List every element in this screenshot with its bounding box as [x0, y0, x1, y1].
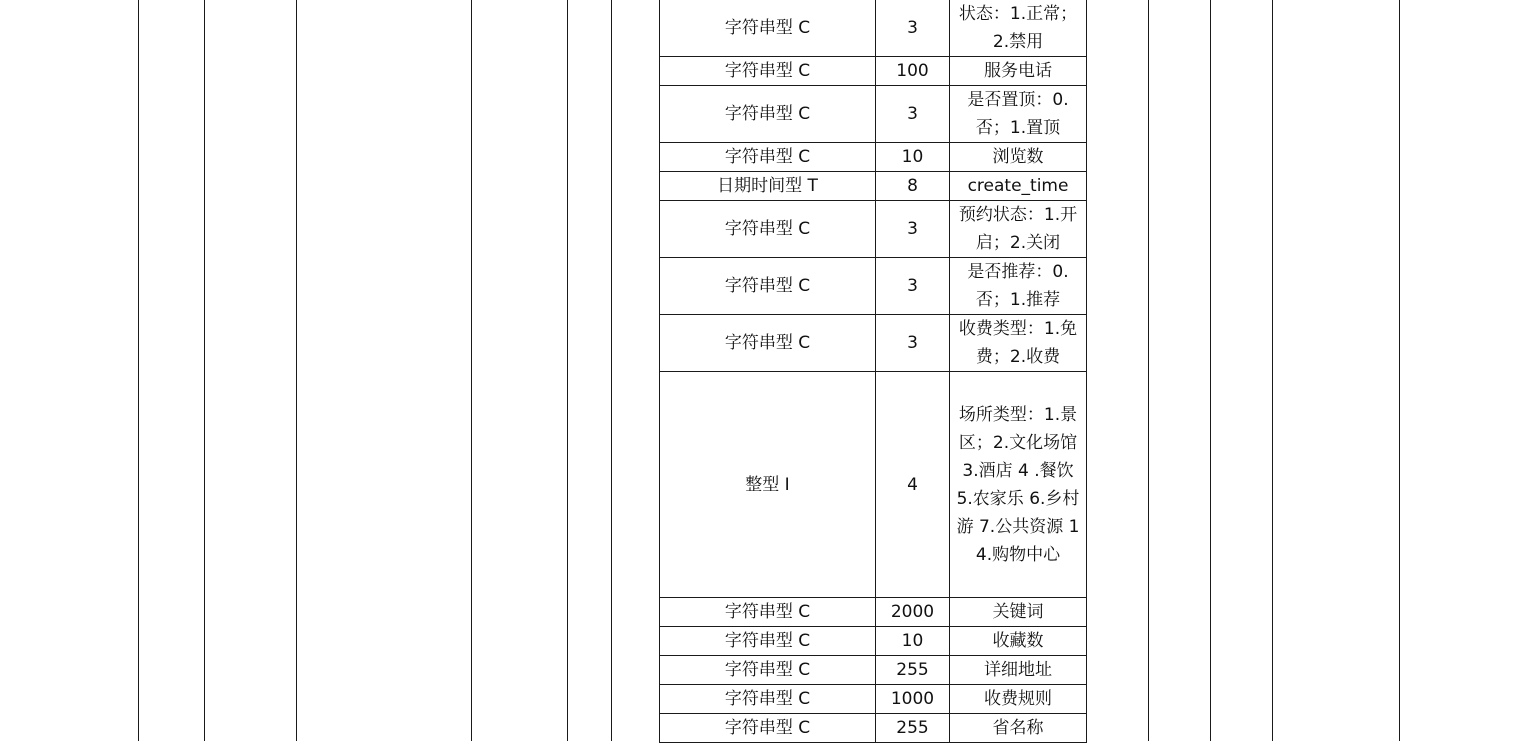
field-type-cell: 字符串型 C	[660, 315, 876, 372]
field-description-text: 收费规则	[984, 689, 1052, 709]
column-border	[296, 0, 297, 741]
field-length-cell: 3	[876, 0, 950, 57]
field-type-cell: 字符串型 C	[660, 656, 876, 685]
field-length-cell: 3	[876, 86, 950, 143]
table-row	[660, 315, 1087, 372]
field-length-cell: 255	[876, 714, 950, 743]
field-description-text: 收费类型：1.免费；2.收费	[958, 319, 1078, 367]
field-length-cell: 3	[876, 315, 950, 372]
field-type-cell: 字符串型 C	[660, 201, 876, 258]
field-description-text: 预约状态：1.开启；2.关闭	[958, 205, 1078, 253]
field-description-text: 是否推荐：0.否；1.推荐	[967, 262, 1069, 310]
column-border	[567, 0, 568, 741]
table-row	[660, 0, 1087, 57]
column-border	[204, 0, 205, 741]
field-type-cell: 字符串型 C	[660, 86, 876, 143]
column-border	[1210, 0, 1211, 741]
field-length-cell: 3	[876, 258, 950, 315]
field-description-text: 状态：1.正常；2.禁用	[958, 4, 1078, 52]
field-definition-table	[659, 0, 1087, 743]
table-row	[660, 656, 1087, 685]
field-description-text: 是否置顶：0.否；1.置顶	[967, 90, 1069, 138]
table-row	[660, 143, 1087, 172]
field-type-cell: 字符串型 C	[660, 57, 876, 86]
table-row	[660, 258, 1087, 315]
field-length-cell: 8	[876, 172, 950, 201]
column-border	[471, 0, 472, 741]
field-length-cell: 3	[876, 201, 950, 258]
field-description-text: 详细地址	[984, 660, 1052, 680]
field-type-cell: 整型 I	[660, 372, 876, 598]
field-type-cell: 字符串型 C	[660, 0, 876, 57]
field-description-text: 省名称	[992, 718, 1044, 738]
field-description-cell	[950, 143, 1087, 172]
field-length-cell: 4	[876, 372, 950, 598]
column-border	[1399, 0, 1400, 741]
field-description-cell	[950, 656, 1087, 685]
field-length-cell: 10	[876, 627, 950, 656]
column-border	[1272, 0, 1273, 741]
field-description-text: create_time	[967, 176, 1069, 196]
field-description-cell	[950, 315, 1087, 372]
field-type-cell: 字符串型 C	[660, 685, 876, 714]
table-row	[660, 172, 1087, 201]
field-type-cell: 字符串型 C	[660, 627, 876, 656]
field-description-cell	[950, 372, 1087, 598]
table-row	[660, 714, 1087, 743]
table-row	[660, 598, 1087, 627]
field-description-text: 关键词	[992, 602, 1044, 622]
column-border	[138, 0, 139, 741]
field-description-cell	[950, 714, 1087, 743]
table-row	[660, 685, 1087, 714]
table-row	[660, 57, 1087, 86]
field-type-cell: 字符串型 C	[660, 598, 876, 627]
table-row	[660, 372, 1087, 598]
field-description-cell	[950, 57, 1087, 86]
field-length-cell: 255	[876, 656, 950, 685]
field-description-cell	[950, 627, 1087, 656]
field-type-cell: 字符串型 C	[660, 714, 876, 743]
field-description-text: 收藏数	[992, 631, 1044, 651]
column-border	[1148, 0, 1149, 741]
field-description-cell	[950, 172, 1087, 201]
field-length-cell: 10	[876, 143, 950, 172]
table-body	[660, 0, 1087, 743]
field-length-cell: 1000	[876, 685, 950, 714]
field-description-cell	[950, 0, 1087, 57]
column-border	[611, 0, 612, 741]
field-description-text: 场所类型：1.景区；2.文化场馆 3.酒店 4 .餐饮 5.农家乐 6.乡村游 7.公共资源 14.购物中心	[956, 404, 1080, 565]
field-type-cell: 字符串型 C	[660, 258, 876, 315]
table-row	[660, 86, 1087, 143]
field-type-cell: 日期时间型 T	[660, 172, 876, 201]
field-description-cell	[950, 201, 1087, 258]
field-description-cell	[950, 258, 1087, 315]
field-description-cell	[950, 86, 1087, 143]
field-length-cell: 100	[876, 57, 950, 86]
field-description-text: 服务电话	[984, 61, 1052, 81]
table-row	[660, 201, 1087, 258]
field-description-cell	[950, 598, 1087, 627]
field-description-text: 浏览数	[992, 147, 1044, 167]
field-type-cell: 字符串型 C	[660, 143, 876, 172]
field-length-cell: 2000	[876, 598, 950, 627]
field-description-cell	[950, 685, 1087, 714]
table-row	[660, 627, 1087, 656]
